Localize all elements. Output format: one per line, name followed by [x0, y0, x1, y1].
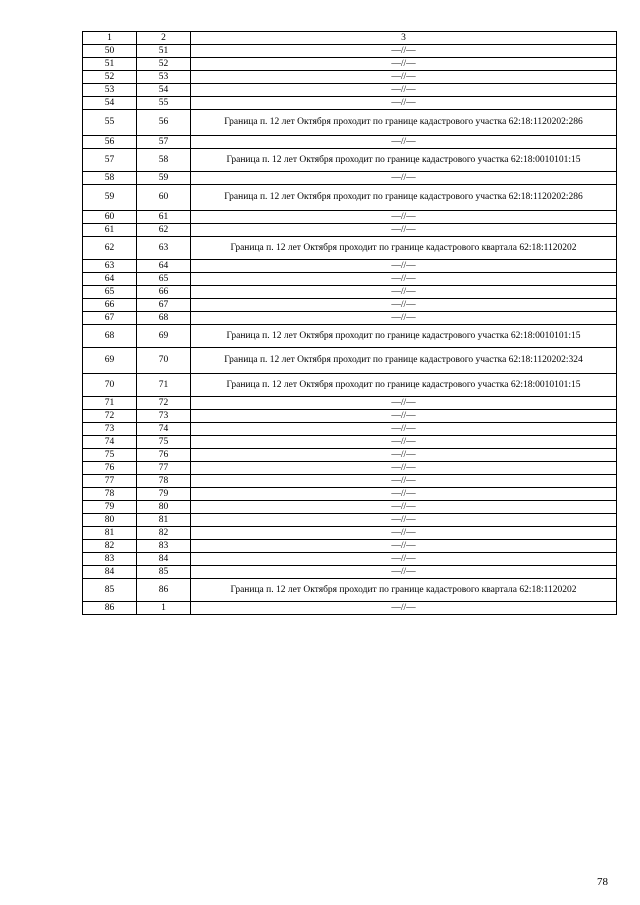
description-cell: Граница п. 12 лет Октября проходит по границе кадастрового участка 62:18:0010101:15 — [191, 325, 617, 348]
description-cell: —//— — [191, 514, 617, 527]
description-cell: —//— — [191, 84, 617, 97]
point-to-cell: 62 — [137, 224, 191, 237]
point-to-cell: 84 — [137, 553, 191, 566]
point-from-cell: 71 — [83, 397, 137, 410]
table-row — [83, 423, 617, 436]
header-col-3: 3 — [191, 32, 617, 45]
table-body — [83, 45, 617, 615]
description-cell: Граница п. 12 лет Октября проходит по границе кадастрового участка 62:18:0010101:15 — [191, 149, 617, 172]
point-from-cell: 53 — [83, 84, 137, 97]
description-cell: —//— — [191, 462, 617, 475]
point-to-cell: 1 — [137, 602, 191, 615]
point-to-cell: 53 — [137, 71, 191, 84]
table-row — [83, 540, 617, 553]
point-from-cell: 66 — [83, 299, 137, 312]
point-to-cell: 65 — [137, 273, 191, 286]
point-from-cell: 69 — [83, 348, 137, 374]
point-from-cell: 51 — [83, 58, 137, 71]
point-to-cell: 55 — [137, 97, 191, 110]
point-from-cell: 59 — [83, 185, 137, 211]
table-row — [83, 312, 617, 325]
point-to-cell: 61 — [137, 211, 191, 224]
point-from-cell: 61 — [83, 224, 137, 237]
description-cell: —//— — [191, 312, 617, 325]
point-from-cell: 82 — [83, 540, 137, 553]
point-from-cell: 55 — [83, 110, 137, 136]
point-from-cell: 68 — [83, 325, 137, 348]
description-cell: —//— — [191, 71, 617, 84]
description-cell: Граница п. 12 лет Октября проходит по границе кадастрового участка 62:18:1120202:324 — [191, 348, 617, 374]
table-row — [83, 172, 617, 185]
description-cell: Граница п. 12 лет Октября проходит по границе кадастрового участка 62:18:0010101:15 — [191, 374, 617, 397]
point-to-cell: 82 — [137, 527, 191, 540]
table-row — [83, 185, 617, 211]
table-row — [83, 566, 617, 579]
table-row — [83, 348, 617, 374]
description-cell: —//— — [191, 260, 617, 273]
description-cell: —//— — [191, 172, 617, 185]
point-from-cell: 56 — [83, 136, 137, 149]
description-cell: —//— — [191, 566, 617, 579]
point-to-cell: 64 — [137, 260, 191, 273]
point-from-cell: 80 — [83, 514, 137, 527]
point-to-cell: 81 — [137, 514, 191, 527]
point-from-cell: 50 — [83, 45, 137, 58]
point-to-cell: 71 — [137, 374, 191, 397]
point-to-cell: 56 — [137, 110, 191, 136]
table-row — [83, 374, 617, 397]
description-cell: —//— — [191, 397, 617, 410]
header-col-1: 1 — [83, 32, 137, 45]
point-from-cell: 83 — [83, 553, 137, 566]
description-cell: Граница п. 12 лет Октября проходит по границе кадастрового квартала 62:18:1120202 — [191, 237, 617, 260]
table-row — [83, 553, 617, 566]
description-cell: —//— — [191, 224, 617, 237]
point-to-cell: 73 — [137, 410, 191, 423]
table-row — [83, 45, 617, 58]
point-from-cell: 78 — [83, 488, 137, 501]
point-from-cell: 74 — [83, 436, 137, 449]
description-cell: —//— — [191, 540, 617, 553]
point-to-cell: 60 — [137, 185, 191, 211]
description-cell: Граница п. 12 лет Октября проходит по границе кадастрового участка 62:18:1120202:286 — [191, 185, 617, 211]
point-to-cell: 78 — [137, 475, 191, 488]
description-cell: —//— — [191, 273, 617, 286]
table-row — [83, 501, 617, 514]
description-cell: —//— — [191, 136, 617, 149]
point-from-cell: 70 — [83, 374, 137, 397]
point-from-cell: 79 — [83, 501, 137, 514]
point-to-cell: 70 — [137, 348, 191, 374]
description-cell: Граница п. 12 лет Октября проходит по границе кадастрового участка 62:18:1120202:286 — [191, 110, 617, 136]
description-cell: —//— — [191, 475, 617, 488]
point-to-cell: 72 — [137, 397, 191, 410]
table-row — [83, 273, 617, 286]
table-row — [83, 286, 617, 299]
point-from-cell: 63 — [83, 260, 137, 273]
table-row — [83, 436, 617, 449]
page-number: 78 — [597, 876, 608, 888]
point-from-cell: 73 — [83, 423, 137, 436]
point-to-cell: 77 — [137, 462, 191, 475]
description-cell: —//— — [191, 423, 617, 436]
table-row — [83, 260, 617, 273]
point-to-cell: 80 — [137, 501, 191, 514]
point-from-cell: 72 — [83, 410, 137, 423]
description-cell: —//— — [191, 97, 617, 110]
description-cell: —//— — [191, 410, 617, 423]
table-row — [83, 325, 617, 348]
table-row — [83, 449, 617, 462]
table-row — [83, 110, 617, 136]
point-to-cell: 79 — [137, 488, 191, 501]
table-row — [83, 84, 617, 97]
point-to-cell: 86 — [137, 579, 191, 602]
description-cell: —//— — [191, 527, 617, 540]
table-row — [83, 410, 617, 423]
point-to-cell: 83 — [137, 540, 191, 553]
header-col-2: 2 — [137, 32, 191, 45]
table-row — [83, 299, 617, 312]
table-row — [83, 58, 617, 71]
description-cell: —//— — [191, 553, 617, 566]
point-from-cell: 57 — [83, 149, 137, 172]
description-cell: —//— — [191, 58, 617, 71]
description-cell: Граница п. 12 лет Октября проходит по границе кадастрового квартала 62:18:1120202 — [191, 579, 617, 602]
point-from-cell: 81 — [83, 527, 137, 540]
table-row — [83, 527, 617, 540]
point-to-cell: 51 — [137, 45, 191, 58]
point-from-cell: 52 — [83, 71, 137, 84]
table-row — [83, 149, 617, 172]
point-from-cell: 86 — [83, 602, 137, 615]
point-to-cell: 58 — [137, 149, 191, 172]
table-row — [83, 488, 617, 501]
description-cell: —//— — [191, 299, 617, 312]
description-cell: —//— — [191, 286, 617, 299]
description-cell: —//— — [191, 45, 617, 58]
point-to-cell: 75 — [137, 436, 191, 449]
description-cell: —//— — [191, 488, 617, 501]
table-row — [83, 97, 617, 110]
table-row — [83, 211, 617, 224]
table-row — [83, 237, 617, 260]
point-to-cell: 52 — [137, 58, 191, 71]
point-from-cell: 76 — [83, 462, 137, 475]
table-header-row — [83, 32, 617, 45]
description-cell: —//— — [191, 602, 617, 615]
table-row — [83, 462, 617, 475]
point-to-cell: 59 — [137, 172, 191, 185]
point-to-cell: 63 — [137, 237, 191, 260]
point-from-cell: 62 — [83, 237, 137, 260]
table-row — [83, 224, 617, 237]
point-to-cell: 57 — [137, 136, 191, 149]
point-to-cell: 68 — [137, 312, 191, 325]
point-to-cell: 66 — [137, 286, 191, 299]
boundary-table — [82, 31, 617, 615]
table-row — [83, 514, 617, 527]
point-from-cell: 64 — [83, 273, 137, 286]
point-to-cell: 74 — [137, 423, 191, 436]
point-to-cell: 67 — [137, 299, 191, 312]
point-from-cell: 75 — [83, 449, 137, 462]
description-cell: —//— — [191, 449, 617, 462]
point-to-cell: 54 — [137, 84, 191, 97]
table-row — [83, 579, 617, 602]
point-from-cell: 84 — [83, 566, 137, 579]
description-cell: —//— — [191, 436, 617, 449]
point-from-cell: 60 — [83, 211, 137, 224]
point-from-cell: 65 — [83, 286, 137, 299]
description-cell: —//— — [191, 211, 617, 224]
point-from-cell: 54 — [83, 97, 137, 110]
table-row — [83, 602, 617, 615]
point-from-cell: 67 — [83, 312, 137, 325]
point-to-cell: 76 — [137, 449, 191, 462]
point-from-cell: 85 — [83, 579, 137, 602]
point-to-cell: 85 — [137, 566, 191, 579]
description-cell: —//— — [191, 501, 617, 514]
point-from-cell: 58 — [83, 172, 137, 185]
table-row — [83, 136, 617, 149]
table-row — [83, 475, 617, 488]
point-to-cell: 69 — [137, 325, 191, 348]
point-from-cell: 77 — [83, 475, 137, 488]
table-row — [83, 397, 617, 410]
table-row — [83, 71, 617, 84]
